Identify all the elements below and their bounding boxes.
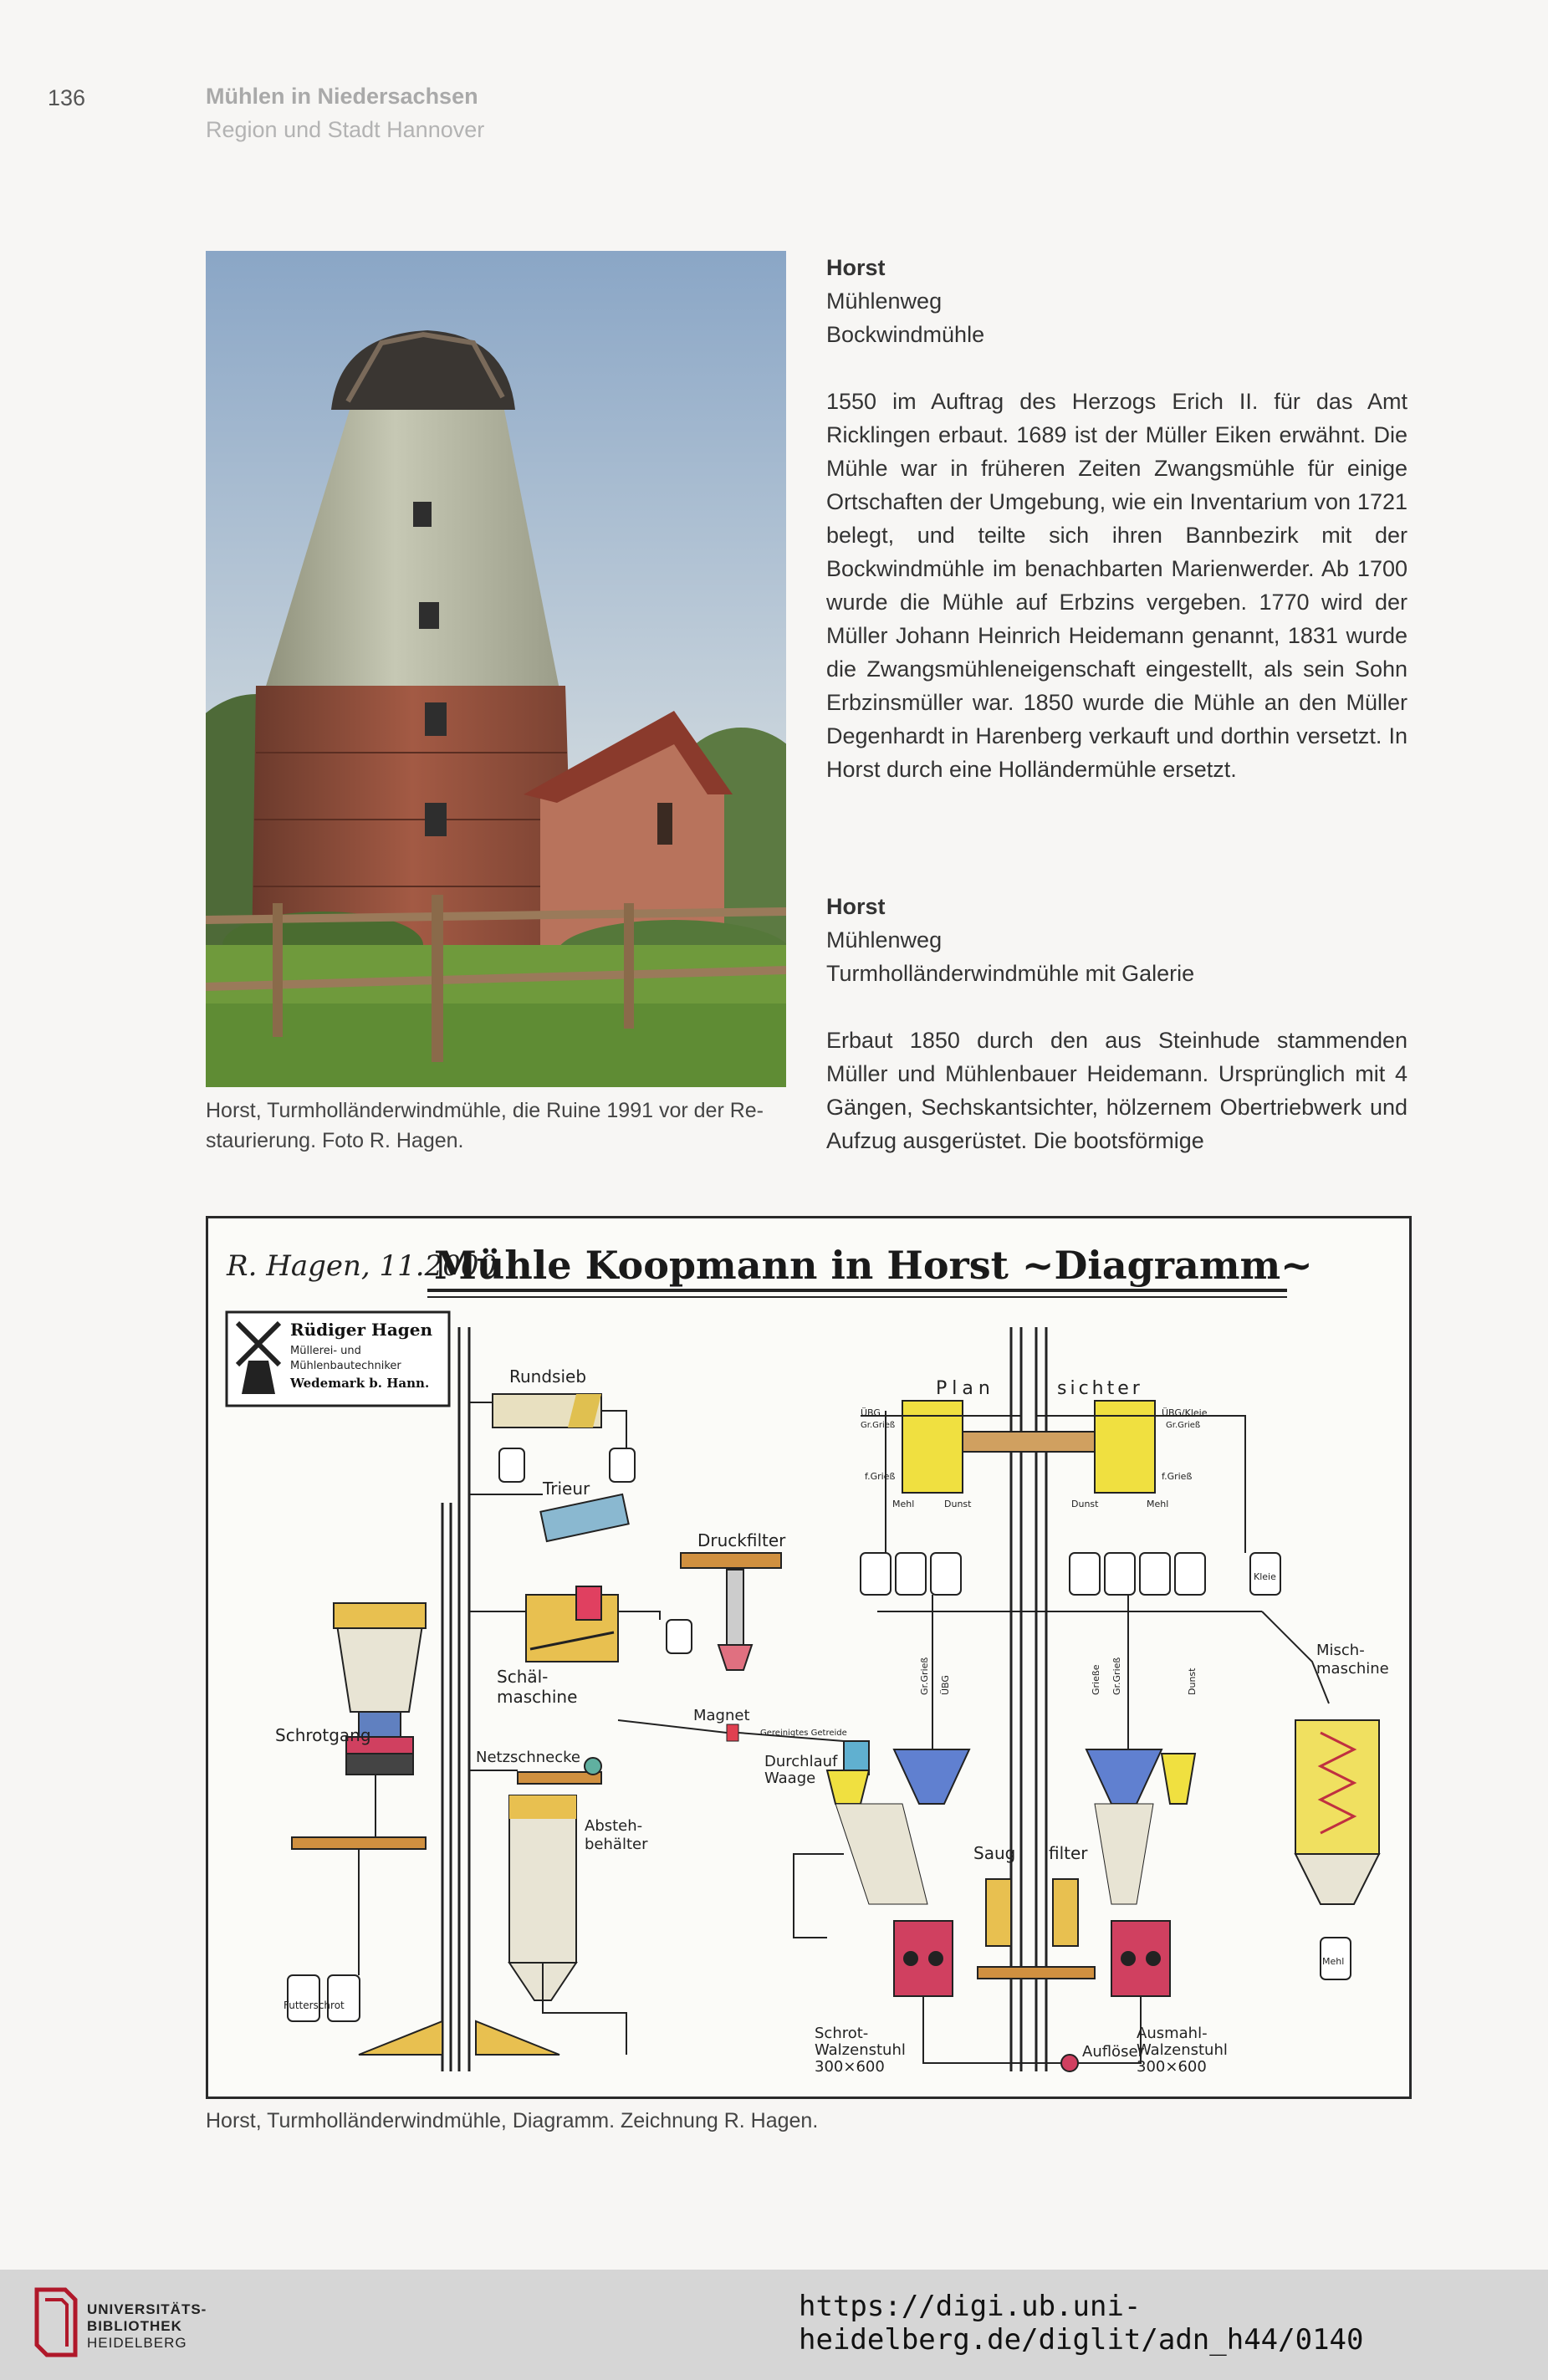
label-mischmaschine: Misch-maschine (1316, 1642, 1389, 1678)
label-ausmahlwalzenstuhl: Ausmahl-Walzenstuhl 300×600 (1137, 2025, 1228, 2076)
entry-title: Horst (826, 894, 886, 919)
windmill-photo (206, 251, 786, 1087)
entry-street: Mühlenweg (826, 927, 943, 953)
label-gereinigtes: Gereinigtes Getreide (760, 1729, 847, 1738)
label-durchlaufwaage: Durchlauf Waage (764, 1753, 838, 1787)
entry-text: Erbaut 1850 durch den aus Steinhude stammenden Müller und Mühlenbauer Heidemann. Ursprünglich mit 4 Gängen, Sechskantsichter, hölzernem Obertriebwerk und Aufzug ausgerüstet. Die bootsförmige (826, 1028, 1408, 1153)
label-trieur: Trieur (543, 1479, 590, 1499)
svg-text:Gr.Grieß: Gr.Grieß (919, 1657, 930, 1695)
svg-text:Grieße: Grieße (1091, 1664, 1101, 1695)
label-magnet: Magnet (693, 1707, 750, 1724)
library-name: UNIVERSITÄTS- BIBLIOTHEK HEIDELBERG (87, 2301, 207, 2351)
label-abstehbehaelter: Absteh-behälter (585, 1817, 648, 1853)
svg-text:ÜBG: ÜBG (940, 1675, 951, 1695)
svg-text:Mühlenbautechniker: Mühlenbautechniker (290, 1360, 401, 1372)
svg-text:Müllerei- und: Müllerei- und (290, 1345, 361, 1357)
university-library-logo-icon[interactable] (32, 2281, 82, 2362)
label-saugfilter-a: Saug (973, 1843, 1016, 1863)
svg-text:f.Grieß: f.Grieß (1162, 1471, 1193, 1482)
stamp (227, 1312, 449, 1406)
diagram-title: Mühle Koopmann in Horst ~Diagramm~ (434, 1243, 1313, 1288)
page-number: 136 (48, 85, 86, 110)
label-rundsieb: Rundsieb (509, 1366, 587, 1387)
diagram-caption: Horst, Turmholländerwindmühle, Diagramm. Zeichnung R. Hagen. (206, 2109, 819, 2132)
label-uebg-kleie: ÜBG/Kleie (1162, 1407, 1208, 1418)
label-kleie: Kleie (1254, 1571, 1276, 1582)
label-plansichter-a: Plan (936, 1378, 995, 1399)
svg-text:Gr.Grieß: Gr.Grieß (1111, 1657, 1122, 1695)
svg-text:Dunst: Dunst (944, 1499, 972, 1509)
svg-text:f.Grieß: f.Grieß (865, 1471, 896, 1482)
label-plansichter-b: sichter (1057, 1378, 1143, 1399)
mill-diagram (206, 1216, 1412, 2099)
svg-text:Dunst: Dunst (1071, 1499, 1099, 1509)
label-schrotwalzenstuhl: Schrot-Walzenstuhl 300×600 (815, 2025, 906, 2076)
photo-caption: Horst, Turmholländerwindmühle, die Ruine 1991 vor der Re-staurierung. Foto R. Hagen. (206, 1099, 764, 1152)
entry-title: Horst (826, 255, 886, 280)
entry-turmhollaender (826, 890, 1408, 1157)
entry-street: Mühlenweg (826, 289, 943, 314)
label-aufloeser: Auflöser (1082, 2043, 1144, 2061)
entry-bockwindmuehle (826, 251, 1408, 786)
svg-text:Mehl: Mehl (1322, 1956, 1345, 1967)
svg-text:Wedemark b. Hann.: Wedemark b. Hann. (290, 1376, 430, 1391)
running-subtitle: Region und Stadt Hannover (206, 117, 485, 142)
svg-text:Dunst: Dunst (1187, 1668, 1198, 1695)
entry-text: 1550 im Auftrag des Herzogs Erich II. für das Amt Ricklingen erbaut. 1689 ist der Müller Eiken erwähnt. Die Mühle war in früheren Zeiten Zwangsmühle für einige Ortschaften der Umgebung, wie ein Inventarium von 1721 belegt, und teilte sich ihren Bannbezirk mit der Bockwindmühle im benachbarten Marienwerder. Ab 1700 wurde die Mühle auf Erbzins vergeben. 1770 wird der Müller Johann Heinrich Heidemann genannt, 1831 wurde die Zwangsmühleneigenschaft eingestellt, als sein Sohn Erbzinsmüller war. 1850 wurde die Mühle an den Müller Degenhardt in Harenberg verkauft und dorthin versetzt. In Horst durch eine Holländermühle ersetzt. (826, 389, 1408, 782)
label-druckfilter: Druckfilter (697, 1530, 786, 1550)
label-uebg: ÜBG (861, 1407, 881, 1418)
entry-type: Bockwindmühle (826, 322, 985, 347)
entry-type: Turmholländerwindmühle mit Galerie (826, 961, 1195, 986)
svg-text:Rüdiger Hagen: Rüdiger Hagen (290, 1320, 433, 1340)
label-schrotgang: Schrotgang (275, 1725, 371, 1745)
svg-text:Mehl: Mehl (892, 1499, 915, 1509)
svg-text:Gr.Grieß: Gr.Grieß (1166, 1421, 1201, 1430)
label-futterschrot: Futterschrot (284, 2000, 345, 2011)
signature: R. Hagen, 11.2000 (227, 1249, 498, 1283)
label-netzschnecke: Netzschnecke (476, 1749, 580, 1766)
svg-text:Gr.Grieß: Gr.Grieß (861, 1421, 896, 1430)
label-saugfilter-b: filter (1049, 1843, 1088, 1863)
svg-text:Mehl: Mehl (1147, 1499, 1169, 1509)
source-url-link[interactable]: https://digi.ub.uni-heidelberg.de/diglit/adn_h44/0140 (799, 2290, 1364, 2357)
running-title: Mühlen in Niedersachsen (206, 84, 478, 109)
label-schaelmaschine: Schäl-maschine (497, 1667, 578, 1707)
